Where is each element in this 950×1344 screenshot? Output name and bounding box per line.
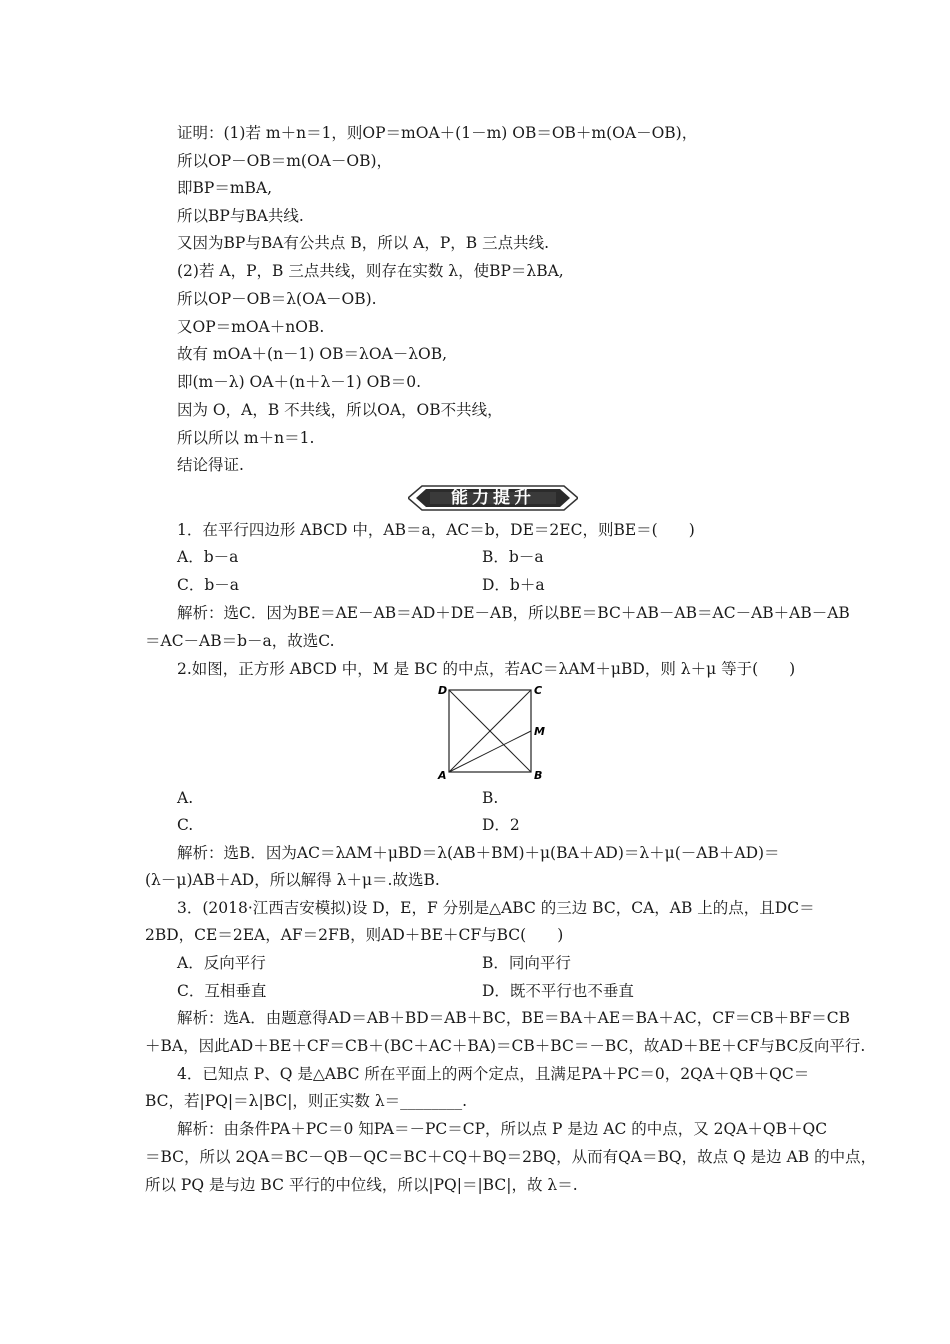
proof-line-10: 即(m－λ) OA＋(n＋λ－1) OB＝0. — [177, 373, 422, 391]
section-banner — [408, 484, 578, 512]
q3-option-b: B．同向平行 — [482, 954, 571, 972]
q2-stem: 2.如图，正方形 ABCD 中，M 是 BC 的中点，若AC＝λAM＋μBD，则 λ＋μ 等于( ) — [177, 660, 796, 678]
proof-line-7: 所以OP－OB＝λ(OA－OB). — [177, 290, 377, 308]
q2-option-d: D．2 — [482, 816, 520, 834]
q1-option-d: D．b＋a — [482, 576, 545, 594]
proof-line-5: 又因为BP与BA有公共点 B，所以 A，P，B 三点共线. — [177, 234, 550, 252]
q4-analysis-3: 所以 PQ 是与边 BC 平行的中位线，所以|PQ|＝|BC|，故 λ＝. — [145, 1176, 578, 1194]
proof-line-8: 又OP＝mOA＋nOB. — [177, 318, 325, 336]
label-m: M — [534, 725, 545, 738]
q1-option-b: B．b－a — [482, 548, 544, 566]
q2-analysis-1: 解析：选B．因为AC＝λAM＋μBD＝λ(AB＋BM)＋μ(BA＋AD)＝λ＋μ(－AB＋AD)＝ — [177, 844, 780, 862]
q3-option-d: D．既不平行也不垂直 — [482, 982, 634, 1000]
q1-stem: 1．在平行四边形 ABCD 中，AB＝a，AC＝b，DE＝2EC，则BE＝( ) — [177, 521, 695, 539]
q4-analysis-2: ＝BC，所以 2QA＝BC－QB－QC＝BC＋CQ＋BQ＝2BQ，从而有QA＝BQ，故点 Q 是边 AB 的中点， — [145, 1148, 877, 1166]
label-c: C — [534, 684, 543, 697]
proof-line-11: 因为 O，A，B 不共线，所以OA，OB不共线， — [177, 401, 503, 419]
q3-analysis-2: ＋BA，因此AD＋BE＋CF＝CB＋(BC＋AC＋BA)＝CB＋BC＝－BC，故AD＋BE＋CF与BC反向平行. — [145, 1037, 866, 1055]
label-b: B — [534, 769, 543, 782]
q4-analysis-1: 解析：由条件PA＋PC＝0 知PA＝－PC＝CP，所以点 P 是边 AC 的中点，又 2QA＋QB＋QC — [177, 1120, 828, 1138]
proof-line-4: 所以BP与BA共线. — [177, 207, 304, 225]
proof-line-12: 所以所以 m＋n＝1. — [177, 429, 315, 447]
q1-option-a: A．b－a — [177, 548, 239, 566]
q1-analysis-1: 解析：选C．因为BE＝AE－AB＝AD＋DE－AB，所以BE＝BC＋AB－AB＝AC－AB＋AB－AB — [177, 604, 850, 622]
q2-option-b: B. — [482, 789, 499, 807]
q3-option-a: A．反向平行 — [177, 954, 266, 972]
q2-option-c: C. — [177, 816, 194, 834]
proof-line-1: 证明：(1)若 m＋n＝1，则OP＝mOA＋(1－m) OB＝OB＋m(OA－OB)， — [177, 124, 698, 142]
q3-stem-2: 2BD，CE＝2EA，AF＝2FB，则AD＋BE＋CF与BC( ) — [145, 926, 564, 944]
proof-line-13: 结论得证. — [177, 456, 244, 474]
q2-analysis-2: (λ－μ)AB＋AD，所以解得 λ＋μ＝.故选B. — [145, 871, 440, 889]
banner-title: 能力提升 — [451, 488, 535, 508]
q2-option-a: A. — [177, 789, 194, 807]
q3-option-c: C．互相垂直 — [177, 982, 267, 1000]
q1-analysis-2: ＝AC－AB＝b－a，故选C. — [145, 632, 335, 650]
square-figure — [434, 683, 554, 783]
proof-line-3: 即BP＝mBA, — [177, 179, 273, 197]
square-diagram — [434, 683, 554, 783]
q4-stem-2: BC，若|PQ|＝λ|BC|，则正实数 λ＝________. — [145, 1092, 468, 1110]
proof-line-6: (2)若 A，P，B 三点共线，则存在实数 λ，使BP＝λBA, — [177, 262, 564, 280]
q4-stem-1: 4．已知点 P、Q 是△ABC 所在平面上的两个定点，且满足PA＋PC＝0，2QA＋QB＋QC＝ — [177, 1065, 810, 1083]
label-d: D — [438, 684, 448, 697]
proof-line-9: 故有 mOA＋(n－1) OB＝λOA－λOB, — [177, 345, 448, 363]
proof-line-2: 所以OP－OB＝m(OA－OB)， — [177, 152, 393, 170]
q3-stem-1: 3．(2018·江西吉安模拟)设 D，E，F 分别是△ABC 的三边 BC，CA，AB 上的点，且DC＝ — [177, 899, 815, 917]
q1-option-c: C．b－a — [177, 576, 240, 594]
label-a: A — [438, 769, 447, 782]
q3-analysis-1: 解析：选A．由题意得AD＝AB＋BD＝AB＋BC，BE＝BA＋AE＝BA＋AC，CF＝CB＋BF＝CB — [177, 1009, 851, 1027]
